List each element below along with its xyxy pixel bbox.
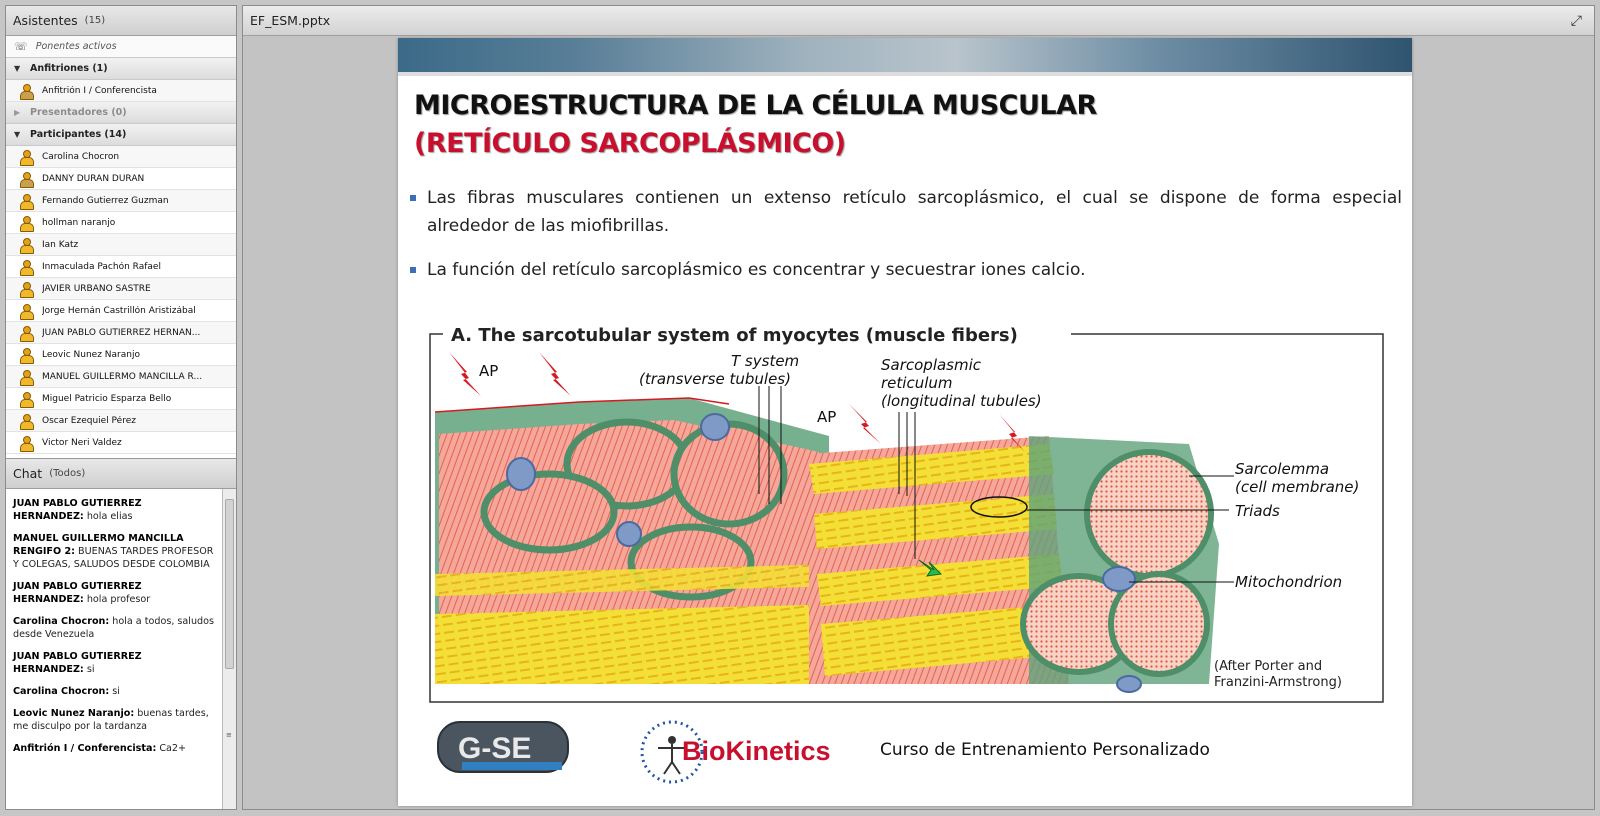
host-user-icon — [20, 84, 32, 98]
bullet-text: Las fibras musculares contienen un extenso retículo sarcoplásmico, el cual se dispone de forma especial alrededor de las miofibrillas. — [427, 188, 1402, 236]
chat-pod — [6, 458, 236, 809]
label-ap: AP — [479, 362, 499, 380]
share-pod — [242, 5, 1595, 810]
participants-section-header[interactable] — [6, 124, 236, 146]
slide-bullet — [410, 184, 1402, 240]
chat-sender: JUAN PABLO GUTIERREZ HERNANDEZ: — [13, 651, 142, 675]
participant-name: Miguel Patricio Esparza Bello — [42, 393, 172, 404]
participant-user-icon — [20, 414, 32, 428]
participant-user-icon — [20, 150, 32, 164]
attendees-title: Asistentes — [13, 13, 78, 28]
fiber-end-dotted — [1087, 452, 1211, 576]
left-panel — [5, 5, 237, 810]
chat-message — [13, 742, 214, 755]
chat-text: BUENAS TARDES PROFESOR Y COLEGAS, SALUDOS DESDE COLOMBIA — [13, 546, 214, 570]
chat-text: si — [112, 686, 120, 697]
hosts-list — [6, 80, 236, 102]
participants-label: Participantes (14) — [30, 129, 127, 140]
biokinetics-text: BioKinetics — [682, 736, 831, 766]
participant-name: DANNY DURAN DURAN — [42, 173, 145, 184]
presenters-section-header[interactable] — [6, 102, 236, 124]
mitochondria — [701, 414, 729, 440]
slide-banner-divider — [398, 72, 1412, 76]
list-item[interactable] — [6, 256, 236, 278]
bullet-square-icon — [410, 195, 416, 201]
slide-footer — [398, 706, 1412, 806]
participant-user-icon — [20, 348, 32, 362]
chat-text: Ca2+ — [159, 743, 187, 754]
participant-user-icon — [20, 238, 32, 252]
sarcotubular-figure — [429, 324, 1384, 704]
figure-heading: A. The sarcotubular system of myocytes (muscle fibers) — [451, 325, 1018, 346]
bullet-square-icon — [410, 267, 416, 273]
active-speakers-label: Ponentes activos — [35, 41, 117, 52]
chat-message — [13, 650, 214, 676]
participant-name: Fernando Gutierrez Guzman — [42, 195, 169, 206]
label-mitochondrion: Mitochondrion — [1235, 573, 1343, 591]
participant-user-icon — [20, 392, 32, 406]
chat-sender: Carolina Chocron: — [13, 686, 110, 697]
participant-name: Oscar Ezequiel Pérez — [42, 415, 136, 426]
figure-credit: (After Porter and — [1214, 659, 1323, 674]
list-item[interactable] — [6, 146, 236, 168]
chat-sender: JUAN PABLO GUTIERREZ HERNANDEZ: — [13, 581, 142, 605]
mitochondria — [1117, 676, 1141, 692]
participant-name: Ian Katz — [42, 239, 79, 250]
presentation-slide — [398, 38, 1412, 806]
list-item[interactable] — [6, 432, 236, 454]
bullet-text: La función del retículo sarcoplásmico es concentrar y secuestrar iones calcio. — [427, 260, 1086, 280]
list-item[interactable] — [6, 168, 236, 190]
list-item[interactable] — [6, 388, 236, 410]
slide-bullet — [410, 256, 1402, 284]
participant-name: JUAN PABLO GUTIERREZ HERNAN... — [42, 327, 201, 338]
participants-list — [6, 146, 236, 454]
label-reticulum: reticulum — [881, 374, 953, 392]
ap-lightning-icon — [449, 352, 481, 396]
attendees-pod — [6, 6, 236, 456]
expand-triangle-icon: ▼ — [14, 64, 21, 73]
scroll-arrow-icon: ≡ — [226, 731, 232, 739]
cell-cross-section — [674, 424, 784, 524]
chat-message — [13, 707, 214, 733]
list-item[interactable] — [6, 300, 236, 322]
chat-sender: JUAN PABLO GUTIERREZ HERNANDEZ: — [13, 498, 142, 522]
chat-text: hola a todos, saludos desde Venezuela — [13, 616, 215, 640]
fullscreen-icon[interactable]: ⤢ — [1570, 13, 1582, 29]
biokinetics-logo — [634, 716, 844, 796]
slide-title: MICROESTRUCTURA DE LA CÉLULA MUSCULAR — [414, 90, 1097, 121]
label-longitudinal-tubules: (longitudinal tubules) — [881, 392, 1042, 410]
attendees-count: (15) — [84, 15, 106, 26]
chat-scrollbar-thumb[interactable] — [225, 499, 234, 669]
mitochondria — [1103, 567, 1135, 591]
list-item[interactable] — [6, 322, 236, 344]
participant-name: hollman naranjo — [42, 217, 116, 228]
participant-name: Victor Neri Valdez — [42, 437, 122, 448]
chat-scrollbar[interactable] — [222, 489, 236, 809]
gse-logo-text: G-SE — [458, 732, 532, 765]
hosts-label: Anfitriones (1) — [30, 63, 108, 74]
expand-triangle-icon: ▼ — [14, 130, 21, 139]
list-item[interactable] — [6, 278, 236, 300]
chat-text: buenas tardes, me disculpo por la tardanza — [13, 708, 209, 732]
ap-lightning-icon — [849, 404, 881, 444]
label-t-system: T system — [731, 352, 800, 370]
vitruvian-head — [668, 736, 676, 744]
list-item[interactable] — [6, 366, 236, 388]
chat-scope: (Todos) — [49, 468, 86, 479]
list-item[interactable] — [6, 190, 236, 212]
list-item[interactable] — [6, 410, 236, 432]
figure-illustration — [429, 324, 1384, 704]
chat-text: si — [86, 664, 95, 675]
participant-user-icon — [20, 194, 32, 208]
host-name: Anfitrión I / Conferencista — [42, 85, 157, 96]
chat-message — [13, 532, 214, 571]
presenters-label: Presentadores (0) — [30, 107, 127, 118]
participant-name: JAVIER URBANO SASTRE — [42, 283, 151, 294]
chat-message — [13, 497, 214, 523]
active-speakers-row — [6, 36, 236, 58]
list-item[interactable] — [6, 80, 236, 102]
participant-name: Jorge Hernán Castrillón Aristizábal — [42, 305, 196, 316]
label-sarcoplasmic: Sarcoplasmic — [881, 356, 982, 374]
label-sarcolemma: Sarcolemma — [1235, 460, 1330, 478]
mitochondria — [507, 458, 535, 490]
chat-title: Chat — [13, 466, 43, 481]
chat-sender: Leovic Nunez Naranjo: — [13, 708, 135, 719]
chat-header[interactable] — [6, 459, 236, 489]
participant-user-icon — [20, 282, 32, 296]
reticulum-band — [435, 604, 849, 684]
cell-cross-section — [484, 474, 614, 550]
vitruvian-leg — [672, 762, 680, 774]
chat-text: hola profesor — [86, 594, 151, 605]
chat-sender: Carolina Chocron: — [13, 616, 110, 627]
participant-user-icon — [20, 216, 32, 230]
presentation-file-name: EF_ESM.pptx — [250, 13, 331, 28]
label-transverse-tubules: (transverse tubules) — [639, 370, 791, 388]
participant-user-icon — [20, 436, 32, 450]
chat-sender: MANUEL GUILLERMO MANCILLA RENGIFO 2: — [13, 533, 184, 557]
chat-sender: Anfitrión I / Conferencista: — [13, 743, 157, 754]
label-ap: AP — [817, 408, 837, 426]
share-pod-header — [243, 6, 1594, 36]
chat-message-list — [6, 489, 220, 809]
participant-name: MANUEL GUILLERMO MANCILLA R... — [42, 371, 203, 382]
participant-user-icon — [20, 370, 32, 384]
chat-text: hola elias — [86, 511, 133, 522]
chat-message — [13, 580, 214, 606]
chat-message — [13, 685, 214, 698]
label-cell-membrane: (cell membrane) — [1235, 478, 1360, 496]
participant-name: Inmaculada Pachón Rafael — [42, 261, 161, 272]
vitruvian-leg — [664, 762, 672, 774]
participant-name: Leovic Nunez Naranjo — [42, 349, 140, 360]
participant-user-icon — [20, 260, 32, 274]
participant-user-icon — [20, 172, 32, 186]
list-item[interactable] — [6, 234, 236, 256]
course-title: Curso de Entrenamiento Personalizado — [880, 740, 1210, 760]
slide-top-banner — [398, 38, 1412, 72]
slide-subtitle: (RETÍCULO SARCOPLÁSMICO) — [414, 128, 846, 159]
ap-lightning-icon — [539, 352, 571, 396]
participant-user-icon — [20, 326, 32, 340]
collapse-triangle-icon: ▶ — [14, 108, 21, 117]
figure-credit: Franzini-Armstrong) — [1214, 675, 1342, 690]
participant-user-icon — [20, 304, 32, 318]
attendees-header[interactable] — [6, 6, 236, 36]
label-triads: Triads — [1235, 502, 1280, 520]
hosts-section-header[interactable] — [6, 58, 236, 80]
gse-logo — [436, 718, 581, 778]
participant-name: Carolina Chocron — [42, 151, 120, 162]
list-item[interactable] — [6, 212, 236, 234]
mitochondria — [617, 522, 641, 546]
chat-message — [13, 615, 214, 641]
list-item[interactable] — [6, 344, 236, 366]
speaker-phone-icon: ☏ — [14, 40, 28, 53]
